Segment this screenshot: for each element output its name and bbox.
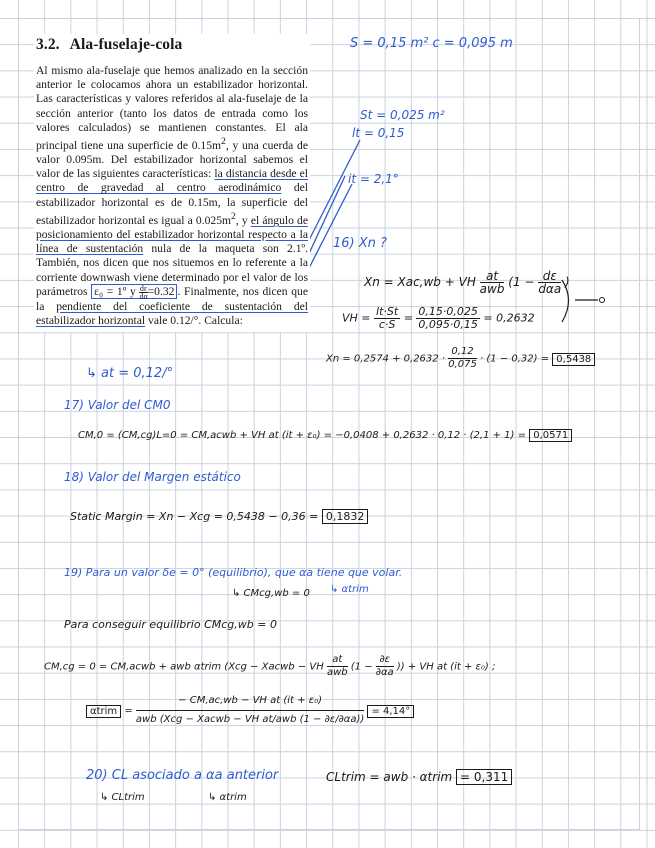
para-text-5: nula de la maqueta son 2.1º. También, nos dicen que nos situemos en lo referente a la corriente downwash viene determinado por el valor de los parámetros bbox=[36, 242, 308, 298]
cmcg-frac-den: awb bbox=[326, 667, 348, 678]
sm-result-box: 0,1832 bbox=[322, 509, 369, 524]
vh-frac1-den: c·S bbox=[378, 318, 396, 331]
arrow-line-lt bbox=[306, 140, 360, 246]
q16-label: 16) Xn ? bbox=[333, 236, 387, 251]
para-underline-3: pendiente del coeficiente de sustentación del estabilizador horizontal bbox=[36, 299, 309, 327]
section-heading bbox=[36, 36, 308, 54]
cmcg-frac-num: at bbox=[327, 654, 348, 667]
cl-trim-equation bbox=[326, 770, 512, 784]
alpha-result-box: = 4,14° bbox=[367, 705, 414, 718]
cmcg-dfrac-den: ∂αa bbox=[375, 667, 394, 678]
frac-den: dα bbox=[139, 291, 148, 301]
para-text-6: . Finalmente, nos dicen que la bbox=[36, 284, 308, 313]
q17-label: 17) Valor del CM0 bbox=[64, 398, 171, 412]
boxed-params bbox=[91, 284, 177, 299]
vh-formula bbox=[342, 306, 535, 331]
xn-close: ) bbox=[565, 275, 570, 289]
q20-sub1: ↳ CLtrim bbox=[100, 792, 145, 803]
para-text-7: vale 0.12/°. Calcula: bbox=[145, 313, 243, 327]
para-text-3: del estabilizador horizontal es de 0.15m, la superficie del estabilizador horizontal es igual a 0.025m bbox=[36, 181, 308, 227]
cmcg-frac bbox=[327, 654, 348, 679]
cmcg-equation bbox=[44, 654, 495, 679]
vh-eq: = bbox=[403, 311, 413, 325]
vh-lhs: VH = bbox=[342, 311, 371, 325]
xn-calc-frac-num: 0,12 bbox=[448, 346, 477, 359]
xn-formula bbox=[364, 270, 570, 295]
section-number: 3.2. bbox=[36, 36, 60, 53]
vh-result: = 0,2632 bbox=[483, 311, 535, 325]
para-text-2: , y una cuerda de valor 0.095m. Del estabilizador horizontal sabemos el valor de las siguientes características: bbox=[36, 138, 308, 181]
vh-frac1 bbox=[374, 306, 400, 331]
xn-result-box: 0,5438 bbox=[552, 353, 595, 366]
xn-dfrac-num: dε bbox=[538, 270, 561, 283]
para-text-4: , y bbox=[235, 213, 251, 227]
cmcg-mid: (1 − bbox=[350, 661, 373, 673]
note-at: ↳ at = 0,12/° bbox=[86, 366, 174, 381]
para-text-1: Al mismo ala-fuselaje que hemos analizado en la sección anterior le colocamos ahora un estabilizador horizontal. Las características y valores referidos al ala-fuselaje de la sección anterior (tanto los datos de entrada como los valores calculados) se mantienen constantes. El ala principal tiene una superficie de 0.15m bbox=[36, 64, 308, 152]
xn-dfrac-den: dαa bbox=[538, 282, 562, 296]
para-underline-2: el ángulo de posicionamiento del estabilizador horizontal respecto a la línea de sustentación bbox=[36, 213, 308, 256]
note-it: it = 2,1° bbox=[348, 172, 399, 186]
brace-arrow-head bbox=[600, 298, 605, 303]
xn-calc-tail: · (1 − 0,32) = bbox=[480, 353, 550, 365]
cmcg-eq-a: CM,cg = 0 = CM,acwb + awb αtrim (Xcg − Xacwb − VH bbox=[44, 661, 324, 673]
q18-label: 18) Valor del Margen estático bbox=[64, 470, 241, 484]
problem-paragraph bbox=[36, 64, 308, 328]
q20-sub2: ↳ αtrim bbox=[208, 792, 247, 803]
sm-eq-text: Static Margin = Xn − Xcg = 0,5438 − 0,36 = bbox=[70, 510, 319, 523]
equilibrium-text: Para conseguir equilibrio CMcg,wb = 0 bbox=[64, 618, 277, 631]
q19-sub2: ↳ αtrim bbox=[330, 584, 369, 595]
xn-dfrac bbox=[538, 270, 561, 295]
frac-num: dε bbox=[139, 283, 148, 293]
xn-paren: (1 − bbox=[508, 275, 535, 289]
cm0-equation bbox=[78, 430, 572, 441]
xn-calc bbox=[326, 346, 595, 371]
cmcg-tail: )) + VH at (it + ε₀) ; bbox=[396, 661, 496, 673]
xn-frac-den: awb bbox=[479, 282, 505, 296]
q19-sub1: ↳ CMcg,wb = 0 bbox=[232, 588, 310, 599]
box-epsilon: ε₀ = 1º y bbox=[94, 284, 136, 298]
xn-calc-frac bbox=[448, 346, 477, 371]
note-lt: lt = 0,15 bbox=[352, 126, 405, 140]
xn-calc-frac-den: 0,075 bbox=[448, 359, 477, 370]
alpha-trim-equation bbox=[86, 692, 414, 729]
cmcg-dfrac-num: ∂ε bbox=[376, 654, 394, 667]
q20-label: 20) CL asociado a αa anterior bbox=[86, 768, 279, 783]
alpha-lhs-box: αtrim bbox=[86, 705, 121, 718]
vh-frac2-den: 0,095·0,15 bbox=[418, 318, 478, 331]
cl-result-box: = 0,311 bbox=[456, 769, 512, 785]
para-sup-2: 2 bbox=[231, 210, 236, 222]
cl-eq-text: CLtrim = awb · αtrim bbox=[326, 770, 453, 784]
q19-label: 19) Para un valor δe = 0° (equilibrio), que αa tiene que volar. bbox=[64, 566, 403, 579]
xn-frac-num: at bbox=[480, 270, 505, 283]
cmcg-dfrac bbox=[376, 654, 394, 679]
alpha-frac-den: awb (Xcg − Xacwb − VH at/awb (1 − ∂ε/∂αa)) bbox=[135, 714, 365, 725]
de-da-fraction bbox=[139, 285, 147, 300]
cm0-eq-text: CM,0 = (CM,cg)L=0 = CM,acwb + VH at (it + ε₀) = −0,0408 + 0,2632 · 0,12 · (2,1 + 1) = bbox=[78, 430, 527, 441]
cm0-result-box: 0,0571 bbox=[529, 429, 572, 442]
vh-frac1-num: lt·St bbox=[376, 305, 399, 318]
printed-text-block bbox=[34, 34, 310, 332]
note-surface-chord: S = 0,15 m² c = 0,095 m bbox=[350, 36, 513, 51]
alpha-frac bbox=[136, 692, 364, 729]
section-title: Ala-fuselaje-cola bbox=[69, 36, 183, 53]
static-margin-equation bbox=[70, 510, 368, 523]
note-st: St = 0,025 m² bbox=[360, 108, 445, 122]
vh-frac2 bbox=[416, 306, 479, 331]
box-value: =0.32 bbox=[147, 284, 175, 298]
vh-frac2-num: 0,15·0,025 bbox=[418, 305, 478, 318]
para-underline-1: la distancia desde el centro de gravedad al centro aerodinámico bbox=[36, 167, 308, 195]
xn-frac bbox=[480, 270, 505, 295]
xn-calc-a: Xn = 0,2574 + 0,2632 · bbox=[326, 353, 445, 365]
arrow-line-st bbox=[306, 184, 352, 274]
xn-formula-a: Xn = Xac,wb + VH bbox=[364, 275, 476, 289]
alpha-frac-num: − CM,ac,wb − VH at (it + ε₀) bbox=[136, 692, 364, 711]
alpha-eq: = bbox=[124, 705, 133, 717]
para-sup-1: 2 bbox=[221, 136, 226, 148]
